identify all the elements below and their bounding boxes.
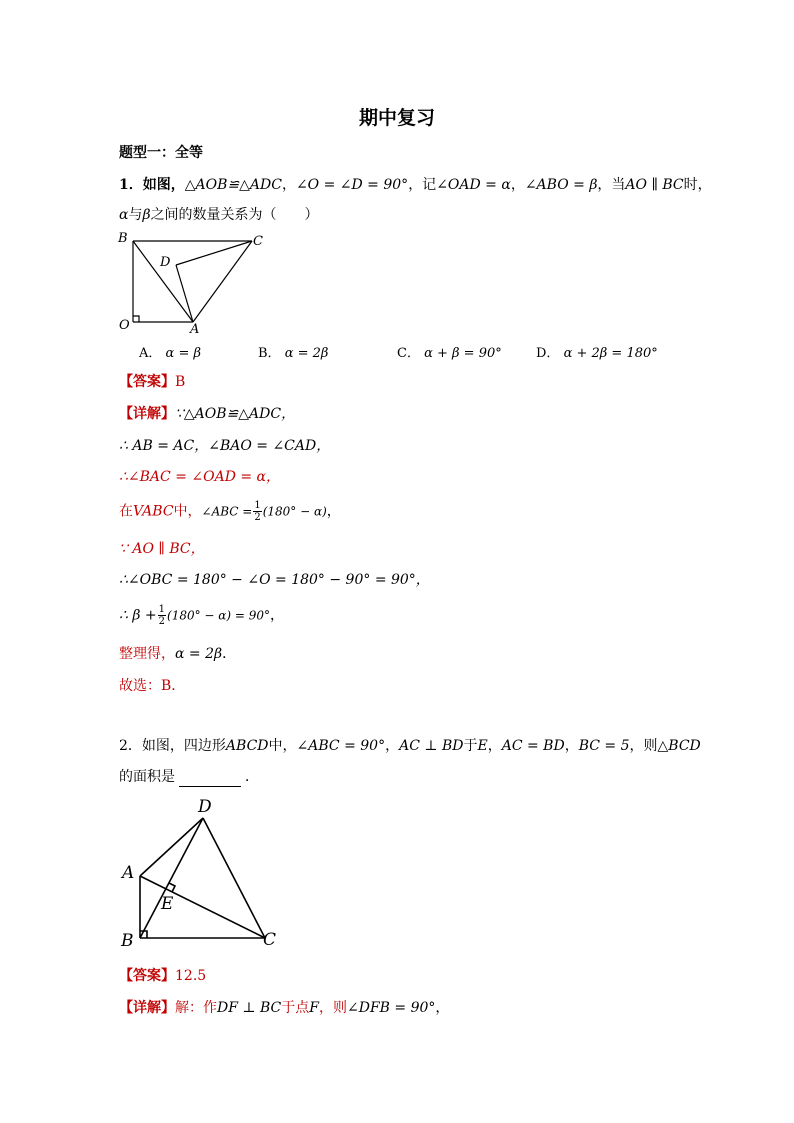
solution-formula: DF ⊥ BC — [217, 1000, 282, 1016]
q1-text: ，记 — [408, 177, 437, 193]
q1-label-b: B — [118, 231, 128, 246]
q2-quad: ABCD — [225, 738, 269, 754]
q1-angles: ∠O = ∠D = 90° — [295, 177, 409, 193]
solution-text: 整理得， — [119, 646, 175, 662]
q2-stem-line1 — [119, 736, 701, 756]
q1-detail-3: ∴∠BAC = ∠OAD = α， — [119, 469, 281, 485]
q1-text: 时， — [683, 177, 712, 193]
option-key: C． — [397, 346, 420, 361]
solution-step: ∵△AOB≌△ADC， — [175, 406, 296, 422]
q1-detail-4 — [119, 500, 341, 523]
q2-punct: ， — [385, 738, 400, 754]
q1-detail-8 — [119, 644, 236, 664]
q1-stem-line2 — [119, 205, 319, 225]
q2-detail-1 — [119, 998, 449, 1018]
q2-punct: ， — [564, 738, 579, 754]
q1-punct: ， — [510, 177, 525, 193]
solution-formula: α = 2β — [175, 646, 223, 662]
fraction-numerator: 1 — [254, 500, 261, 511]
solution-text: 解：作 — [175, 1000, 217, 1016]
answer-value: 12.5 — [175, 968, 207, 984]
q1-option-b — [258, 342, 328, 361]
q2-answer — [119, 966, 206, 986]
q1-answer — [119, 372, 185, 392]
q1-label-a: A — [190, 322, 200, 336]
answer-value: B — [175, 374, 186, 390]
solution-text: VABC — [133, 503, 174, 520]
solution-text: ，则 — [318, 1000, 347, 1016]
solution-formula: (180° − α) = 90° — [167, 608, 271, 623]
option-key: A． — [139, 346, 162, 361]
punct: ， — [326, 503, 341, 520]
q2-punct: ． — [245, 769, 259, 785]
q1-alpha-def: ∠OAD = α — [436, 177, 511, 193]
q1-text: 之间的数量关系为（ ） — [150, 207, 319, 223]
solution-formula: ∠DFB = 90° — [346, 1000, 436, 1016]
q1-option-c — [397, 342, 502, 361]
q2-punct: ， — [487, 738, 502, 754]
q1-number: 1．如图， — [119, 177, 185, 193]
q2-label-a: A — [122, 863, 135, 883]
option-text: α + 2β = 180° — [563, 346, 658, 361]
q1-detail-9: 故选：B． — [119, 678, 186, 694]
q2-point: E — [477, 738, 488, 754]
q1-alpha: α — [119, 207, 129, 223]
detail-tag: 【详解】 — [119, 1000, 175, 1016]
solution-text: 中， — [173, 503, 202, 520]
q2-equal: AC = BD — [501, 738, 565, 754]
solution-formula: ∴ β + — [119, 607, 157, 624]
q2-perp: AC ⊥ BD — [399, 738, 464, 754]
answer-tag: 【答案】 — [119, 374, 175, 390]
q2-text: 于 — [463, 738, 478, 754]
q1-punct: ， — [281, 177, 296, 193]
q1-label-o: O — [119, 318, 130, 333]
q1-parallel: AO ∥ BC — [625, 177, 684, 193]
fraction-denominator: 2 — [158, 616, 166, 627]
option-key: D． — [536, 346, 560, 361]
fraction-denominator: 2 — [254, 512, 261, 523]
q1-option-a — [139, 342, 201, 361]
q1-detail-6: ∴∠OBC = 180° − ∠O = 180° − 90° = 90°， — [119, 572, 430, 588]
q1-label-d: D — [160, 255, 171, 270]
page-title: 期中复习 — [358, 107, 435, 129]
q1-text: ，当 — [597, 177, 626, 193]
q2-label-c: C — [263, 930, 277, 950]
option-text: α + β = 90° — [424, 346, 502, 361]
answer-tag: 【答案】 — [119, 968, 175, 984]
option-key: B． — [258, 346, 281, 361]
q2-stem-line2 — [119, 767, 259, 787]
q1-stem-line1 — [119, 175, 712, 195]
q1-label-c: C — [253, 234, 263, 249]
solution-text: 在 — [119, 503, 133, 520]
detail-tag: 【详解】 — [119, 406, 175, 422]
q2-text: 的面积是 — [119, 769, 175, 785]
q1-detail-5: ∵ AO ∥ BC， — [119, 541, 205, 557]
solution-formula: (180° − α) — [262, 504, 327, 519]
q1-beta: β — [142, 207, 151, 223]
q1-detail-7 — [119, 604, 284, 627]
q2-label-b: B — [121, 931, 134, 951]
punct: ， — [435, 1000, 450, 1016]
punct: ， — [270, 607, 285, 624]
q1-beta-def: ∠ABO = β — [524, 177, 598, 193]
section-heading: 题型一：全等 — [119, 145, 203, 161]
solution-text: 于点 — [281, 1000, 310, 1016]
q1-text: 与 — [128, 207, 143, 223]
solution-formula: F — [309, 1000, 319, 1016]
fraction-numerator: 1 — [158, 604, 166, 615]
q2-text: 2．如图，四边形 — [119, 738, 226, 754]
q1-option-d — [536, 342, 658, 361]
q2-figure — [115, 796, 285, 954]
q2-text: ，则 — [629, 738, 658, 754]
q1-detail-1 — [119, 404, 295, 424]
fraction — [158, 604, 166, 627]
punct: ． — [222, 646, 237, 662]
answer-blank — [179, 772, 241, 787]
fraction — [253, 500, 261, 523]
q2-label-e: E — [161, 894, 174, 914]
q2-angle: ∠ABC = 90° — [296, 738, 386, 754]
q2-triangle: △BCD — [657, 738, 701, 754]
option-text: α = β — [165, 346, 201, 361]
solution-formula: ∠ABC = — [201, 504, 253, 519]
q2-label-d: D — [198, 797, 212, 817]
q1-congruence: △AOB≌△ADC — [184, 177, 282, 193]
q1-detail-2: ∴ AB = AC，∠BAO = ∠CAD， — [119, 438, 331, 454]
option-text: α = 2β — [284, 346, 329, 361]
q2-length: BC = 5 — [578, 738, 630, 754]
q2-text: 中， — [268, 738, 297, 754]
q1-figure — [113, 228, 273, 336]
